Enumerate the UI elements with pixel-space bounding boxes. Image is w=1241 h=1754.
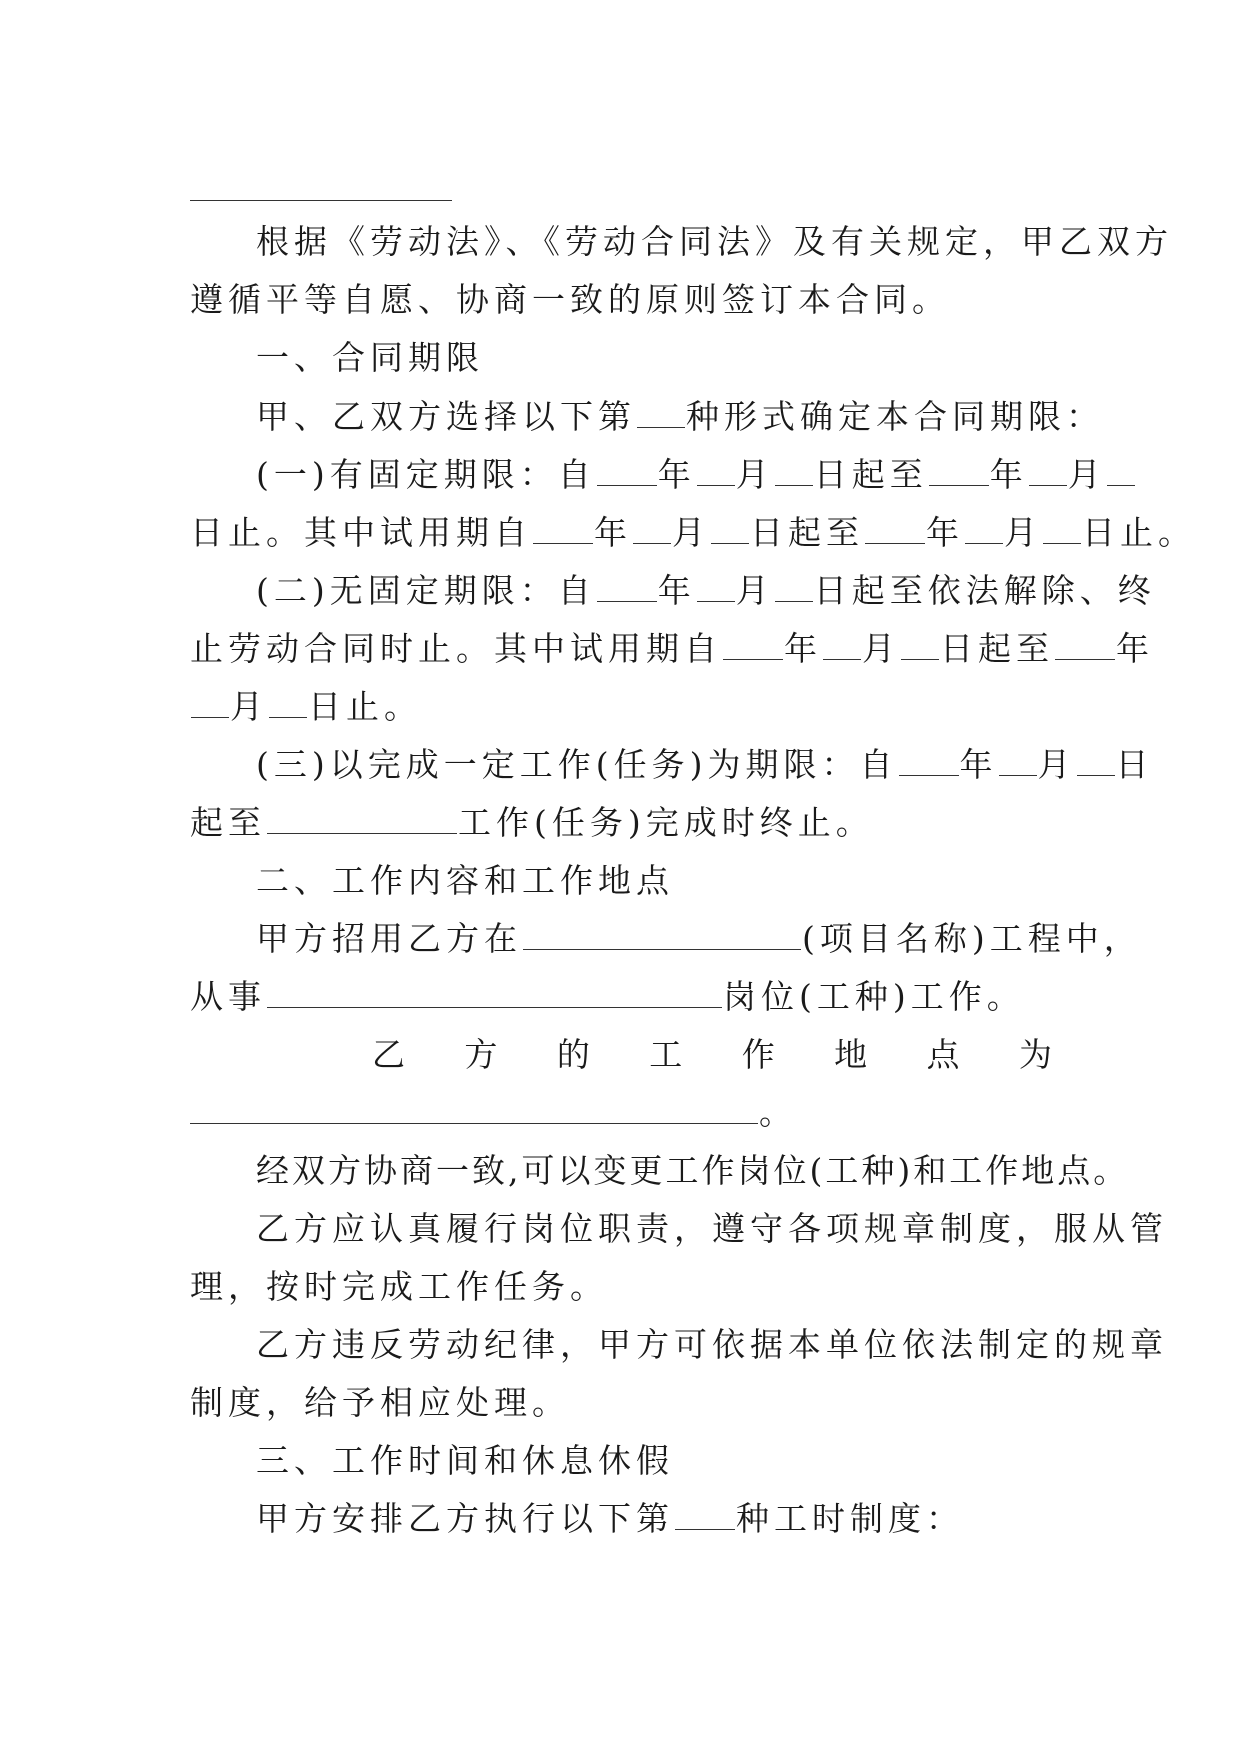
work-location-label: 乙 方 的 工 作 地 点 为 [372, 1035, 1052, 1074]
task-term-line-2: 起至 工作(任务)完成时终止。 [190, 803, 874, 842]
open-term-line-1: (二)无固定期限：自 年 月 日起至依法解除、终 [256, 571, 1156, 610]
schedule-choice-blank[interactable] [675, 1499, 735, 1530]
fixed-term-line-1: (一)有固定期限：自 年 月 日起至 年 月 [256, 455, 1052, 495]
open-trial-end-year-blank[interactable] [1055, 629, 1115, 660]
open-trial-start-day-blank[interactable] [901, 629, 939, 660]
open-trial-start-year-blank[interactable] [723, 629, 783, 660]
change-line: 经双方协商一致,可以变更工作岗位(工种)和工作地点。 [256, 1151, 1130, 1190]
open-trial-start-month-blank[interactable] [823, 629, 861, 660]
fixed-trial-end-month-blank[interactable] [965, 513, 1003, 544]
section1-heading: 一、合同期限 [256, 338, 484, 377]
term-choice-line: 甲、乙双方选择以下第 种形式确定本合同期限： [256, 397, 1104, 436]
fixed-end-day-blank[interactable] [1107, 455, 1135, 486]
discipline-line-1: 乙方违反劳动纪律，甲方可依据本单位依法制定的规章 [256, 1325, 1168, 1364]
section2-heading: 二、工作内容和工作地点 [256, 861, 674, 900]
work-location-line: 。 [190, 1093, 1052, 1133]
intro-line-1: 根据《劳动法》、《劳动合同法》及有关规定，甲乙双方 [256, 222, 1173, 261]
task-term-line-1: (三)以完成一定工作(任务)为期限：自 年 月 日 [256, 745, 1154, 784]
task-start-month-blank[interactable] [999, 745, 1037, 776]
open-trial-end-month-blank[interactable] [191, 687, 229, 718]
fixed-trial-end-day-blank[interactable] [1043, 513, 1081, 544]
duty-line-1: 乙方应认真履行岗位职责，遵守各项规章制度，服从管 [256, 1209, 1168, 1248]
position-blank[interactable] [267, 977, 722, 1008]
open-term-line-3: 月 日止。 [190, 687, 1052, 727]
duty-line-2: 理，按时完成工作任务。 [190, 1267, 608, 1306]
fixed-end-month-blank[interactable] [1029, 455, 1067, 486]
open-start-year-blank[interactable] [597, 571, 657, 602]
discipline-line-2: 制度，给予相应处理。 [190, 1383, 570, 1422]
task-name-blank[interactable] [267, 803, 457, 834]
term-choice-blank[interactable] [637, 397, 685, 428]
fixed-trial-end-year-blank[interactable] [865, 513, 925, 544]
fixed-trial-start-month-blank[interactable] [633, 513, 671, 544]
open-term-line-2: 止劳动合同时止。其中试用期自 年 月 日起至 年 [190, 629, 1154, 668]
open-start-day-blank[interactable] [775, 571, 813, 602]
top-blank-line [190, 200, 452, 201]
task-start-year-blank[interactable] [899, 745, 959, 776]
project-name-blank[interactable] [523, 919, 801, 950]
open-trial-end-day-blank[interactable] [269, 687, 307, 718]
schedule-line: 甲方安排乙方执行以下第 种工时制度： [256, 1499, 964, 1538]
fixed-start-day-blank[interactable] [775, 455, 813, 486]
fixed-trial-start-year-blank[interactable] [533, 513, 593, 544]
fixed-end-year-blank[interactable] [929, 455, 989, 486]
work-location-blank[interactable] [190, 1093, 758, 1124]
intro-line-2: 遵循平等自愿、协商一致的原则签订本合同。 [190, 280, 950, 319]
fixed-start-month-blank[interactable] [697, 455, 735, 486]
hire-line-2: 从事 岗位(工种)工作。 [190, 977, 1025, 1016]
fixed-term-line-2: 日止。其中试用期自 年 月 日起至 年 月 日止。 [190, 513, 1196, 552]
open-start-month-blank[interactable] [697, 571, 735, 602]
fixed-start-year-blank[interactable] [597, 455, 657, 486]
section3-heading: 三、工作时间和休息休假 [256, 1441, 674, 1480]
task-start-day-blank[interactable] [1077, 745, 1115, 776]
hire-line-1: 甲方招用乙方在 (项目名称)工程中， [256, 919, 1142, 958]
fixed-trial-start-day-blank[interactable] [711, 513, 749, 544]
